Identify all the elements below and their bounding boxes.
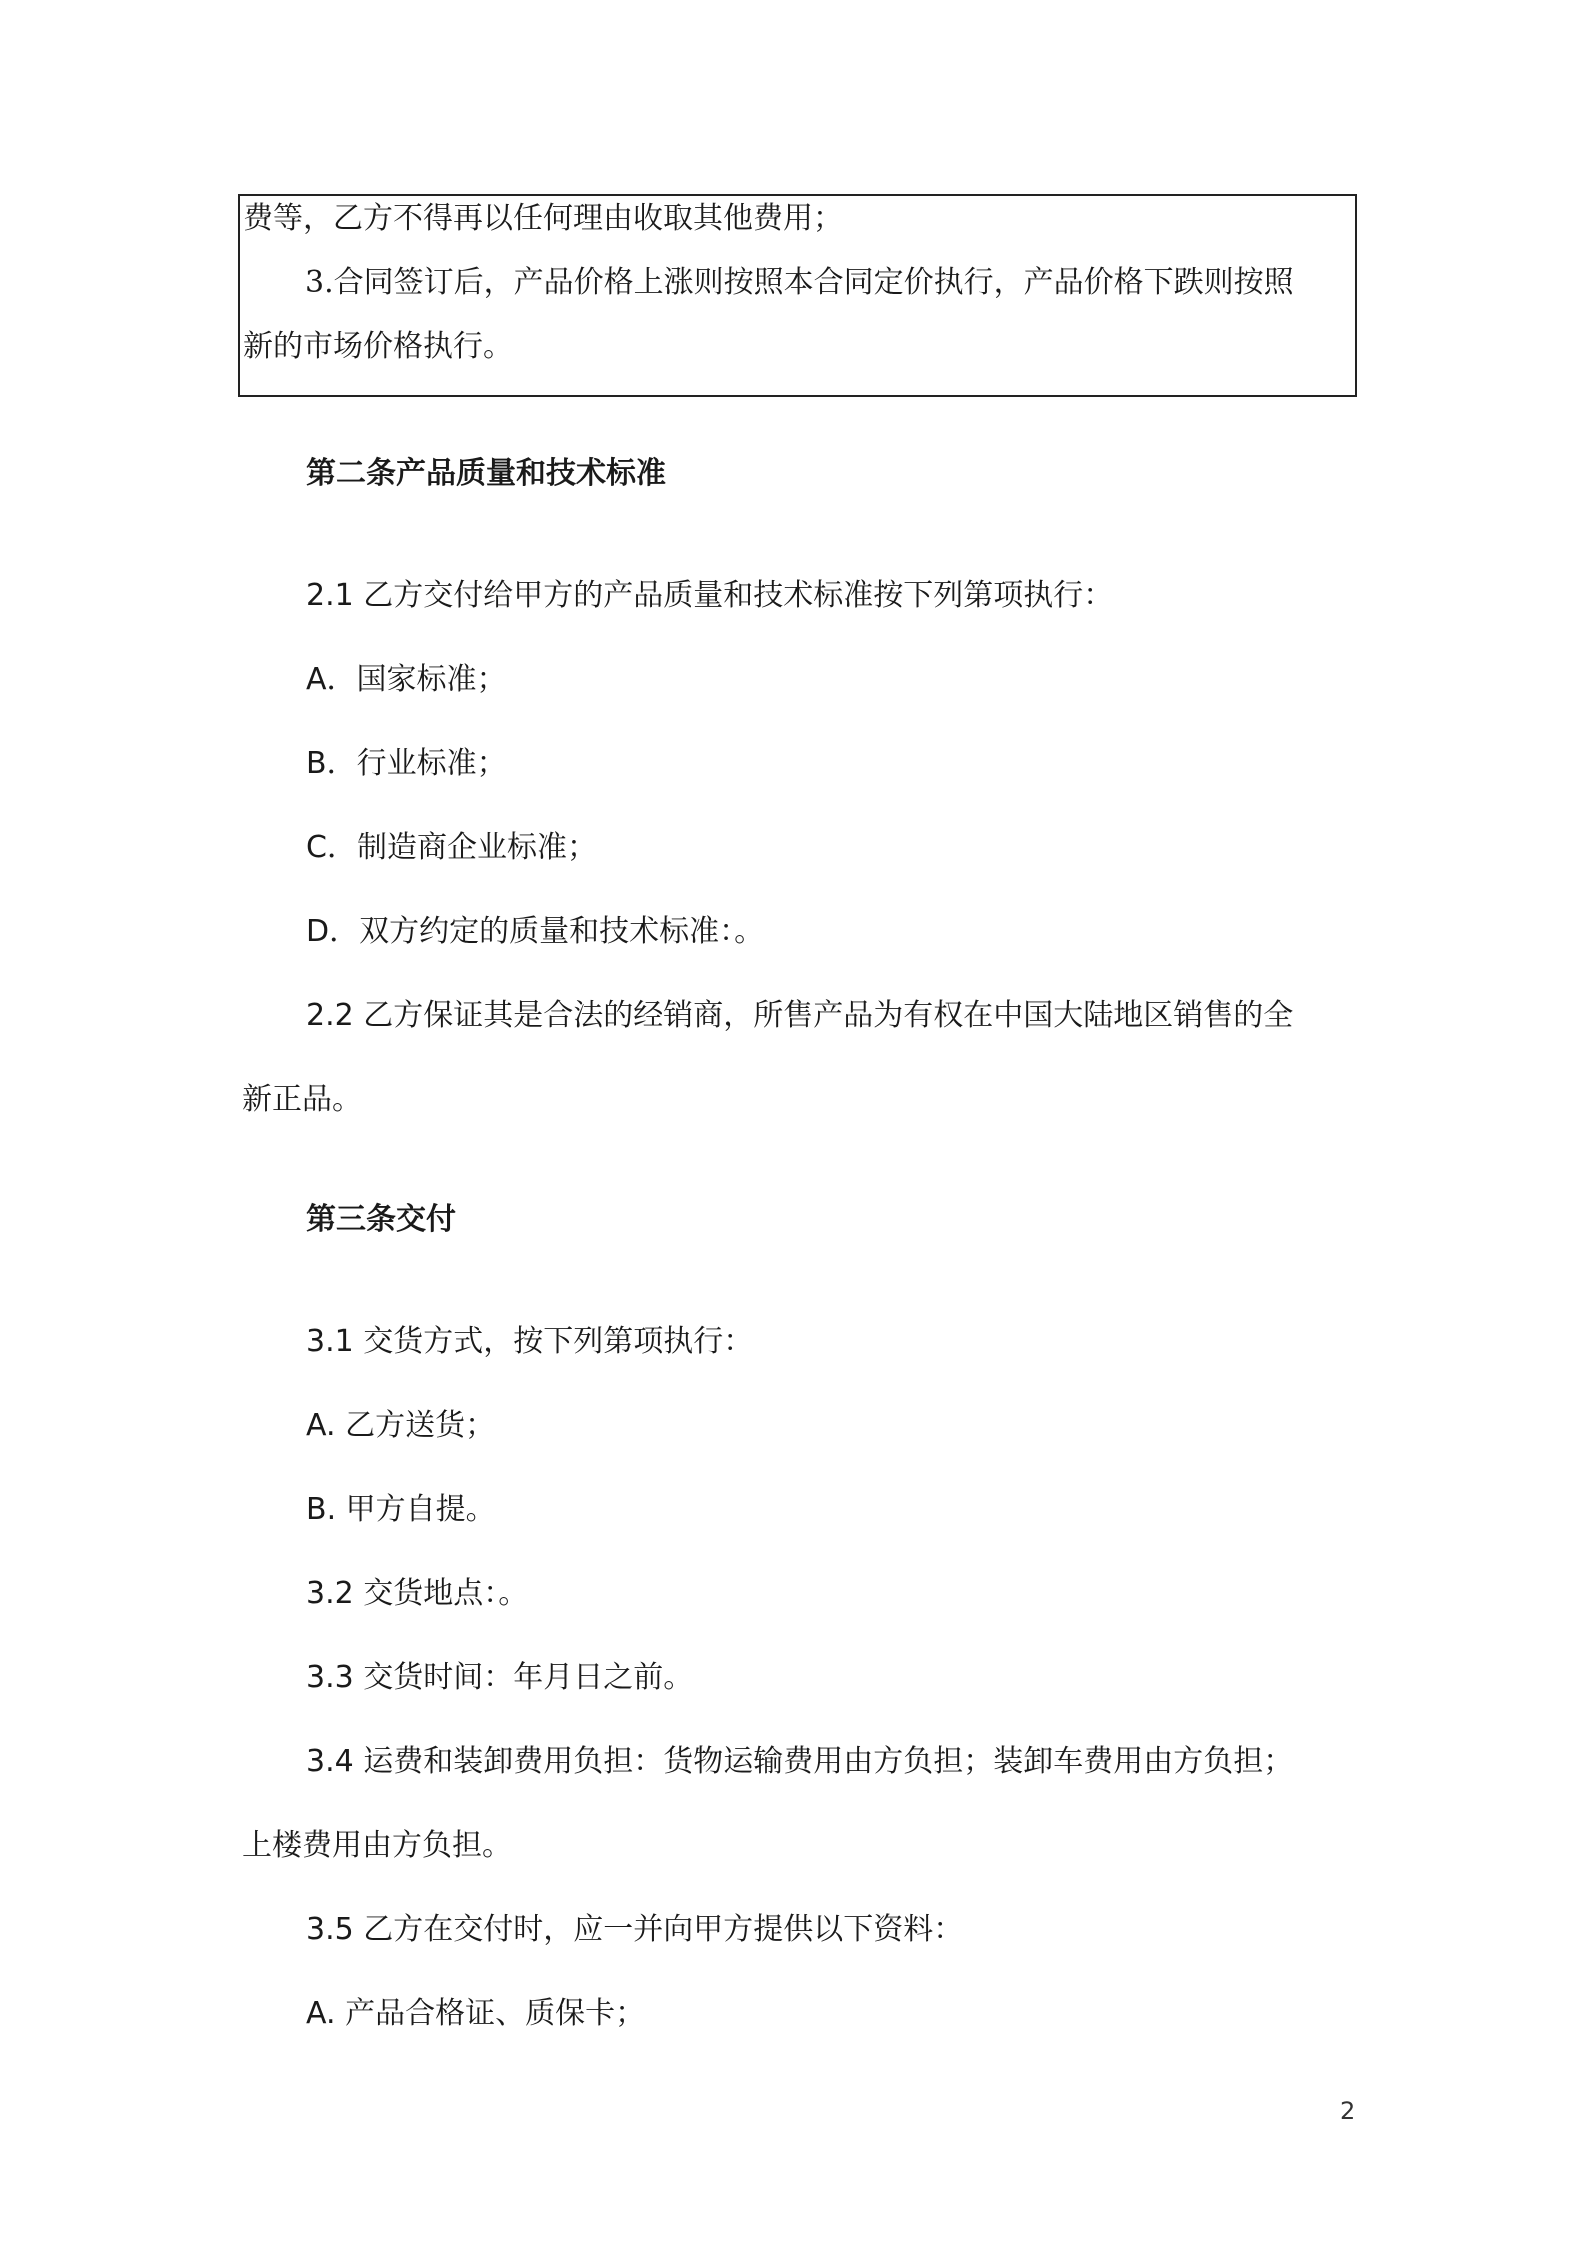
section-3-heading: 第三条交付 xyxy=(306,1202,456,1237)
option-d-agreed-standard: D．双方约定的质量和技术标准：。 xyxy=(306,914,765,949)
box-line-3: 新的市场价格执行。 xyxy=(243,329,513,364)
clause-3-4-line-2: 上楼费用由方负担。 xyxy=(242,1828,512,1863)
clause-2-2-line-1: 2.2 乙方保证其是合法的经销商，所售产品为有权在中国大陆地区销售的全 xyxy=(306,998,1294,1033)
option-a-seller-delivery: A. 乙方送货； xyxy=(306,1408,496,1443)
clause-3-4-line-1: 3.4 运费和装卸费用负担：货物运输费用由方负担；装卸车费用由方负担； xyxy=(306,1744,1294,1779)
clause-3-5-item-a: A. 产品合格证、质保卡； xyxy=(306,1996,646,2031)
clause-2-2-line-2: 新正品。 xyxy=(242,1082,362,1117)
box-line-1: 费等，乙方不得再以任何理由收取其他费用； xyxy=(243,201,843,236)
option-b-buyer-pickup: B. 甲方自提。 xyxy=(306,1492,496,1527)
clause-3-2: 3.2 交货地点：。 xyxy=(306,1576,529,1611)
option-a-national-standard: A．国家标准； xyxy=(306,662,507,697)
option-b-industry-standard: B．行业标准； xyxy=(306,746,507,781)
clause-3-1: 3.1 交货方式，按下列第项执行： xyxy=(306,1324,754,1359)
page-number: 2 xyxy=(1340,2097,1356,2125)
option-c-manufacturer-standard: C．制造商企业标准； xyxy=(306,830,597,865)
clause-3-3: 3.3 交货时间：年月日之前。 xyxy=(306,1660,694,1695)
section-2-heading: 第二条产品质量和技术标准 xyxy=(306,456,666,491)
clause-3-5: 3.5 乙方在交付时，应一并向甲方提供以下资料： xyxy=(306,1912,964,1947)
box-line-2: 3.合同签订后，产品价格上涨则按照本合同定价执行，产品价格下跌则按照 xyxy=(305,265,1294,300)
continued-clause-box xyxy=(238,194,1357,397)
clause-2-1: 2.1 乙方交付给甲方的产品质量和技术标准按下列第项执行： xyxy=(306,578,1114,613)
